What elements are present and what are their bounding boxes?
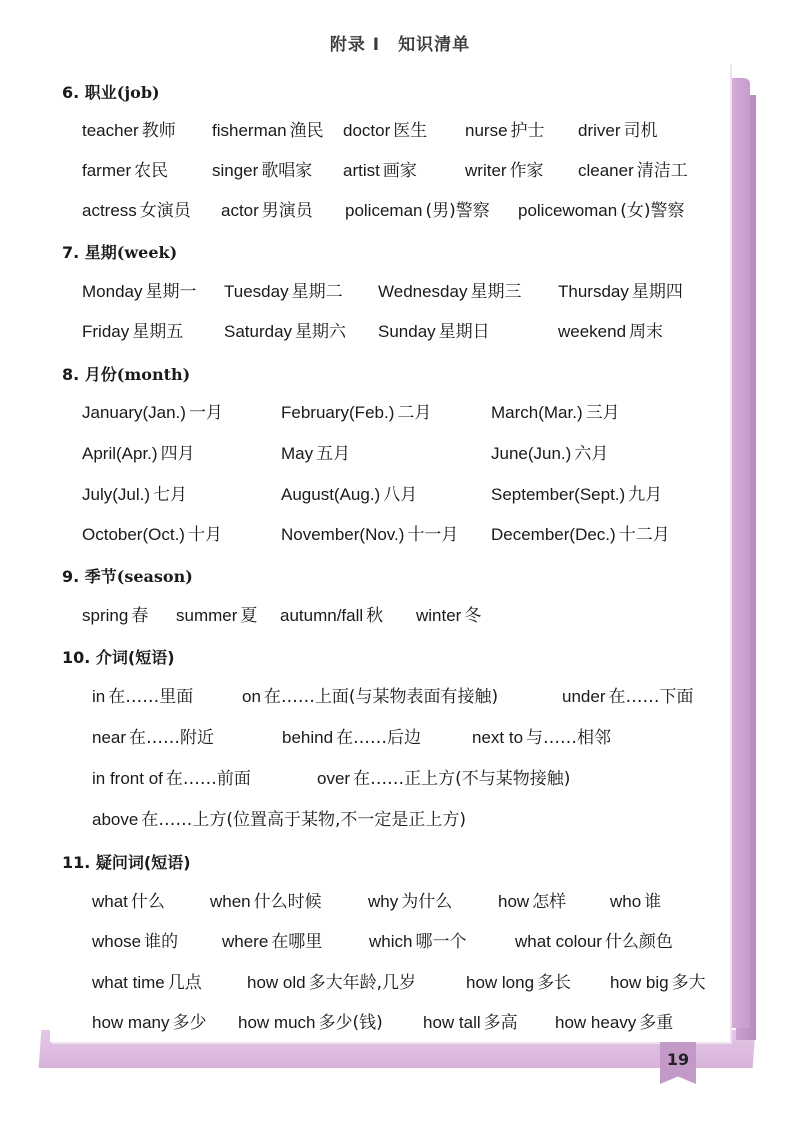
vocab-item	[465, 158, 544, 184]
vocab-item	[558, 279, 683, 305]
vocab-item	[176, 603, 257, 629]
vocab-item	[82, 319, 183, 345]
vocab-item	[369, 929, 466, 955]
vocab-chinese: 周末	[629, 322, 664, 342]
section-title-zh: 季节	[84, 567, 117, 586]
vocab-english: how big	[610, 973, 669, 992]
vocab-chinese: 在……前面	[165, 769, 251, 789]
vocab-chinese: 谁的	[144, 932, 179, 952]
vocab-chinese: 多少	[172, 1013, 207, 1033]
vocab-english: how long	[466, 973, 535, 992]
vocab-chinese: 农民	[134, 161, 169, 181]
vocab-item	[518, 198, 685, 224]
vocab-item	[578, 158, 688, 184]
vocab-chinese: 春	[131, 606, 149, 626]
section-title-prep	[62, 645, 175, 668]
vocab-item	[378, 319, 490, 345]
vocab-chinese: 司机	[623, 121, 658, 141]
vocab-english: Wednesday	[378, 282, 468, 301]
vocab-chinese: 三月	[585, 403, 620, 423]
vocab-english: May	[281, 444, 314, 463]
vocab-english: on	[242, 687, 261, 706]
vocab-english: what	[92, 892, 128, 911]
vocab-chinese: 二月	[397, 403, 432, 423]
vocab-chinese: 星期二	[291, 282, 343, 302]
vocab-item	[281, 400, 431, 426]
vocab-item	[82, 400, 223, 426]
vocab-english: Saturday	[224, 322, 293, 341]
vocab-chinese: 谁	[644, 892, 662, 912]
vocab-chinese: 在……上面(与某物表面有接触)	[263, 687, 499, 707]
vocab-english: Friday	[82, 322, 130, 341]
vocab-chinese: 夏	[240, 606, 258, 626]
section-title-week	[62, 240, 177, 263]
vocab-chinese: 多大	[671, 973, 706, 993]
header-appendix: 附录 I	[329, 35, 381, 55]
vocab-english: November(Nov.)	[281, 525, 405, 544]
vocab-english: September(Sept.)	[491, 485, 626, 504]
vocab-item	[555, 1010, 673, 1036]
vocab-item	[368, 889, 452, 915]
vocab-english: Tuesday	[224, 282, 289, 301]
vocab-english: Sunday	[378, 322, 436, 341]
vocab-item	[610, 970, 706, 996]
vocab-english: how heavy	[555, 1013, 637, 1032]
vocab-english: how old	[247, 973, 306, 992]
vocab-chinese: 歌唱家	[261, 161, 313, 181]
vocab-english: January(Jan.)	[82, 403, 186, 422]
section-number: 10.	[62, 648, 96, 667]
vocab-chinese: 与……相邻	[526, 728, 612, 748]
vocab-english: why	[368, 892, 399, 911]
vocab-english: how tall	[423, 1013, 481, 1032]
vocab-english: weekend	[558, 322, 627, 341]
vocab-item	[343, 158, 417, 184]
vocab-english: April(Apr.)	[82, 444, 158, 463]
vocab-english: July(Jul.)	[82, 485, 151, 504]
vocab-english: policeman	[345, 201, 423, 220]
vocab-chinese: 星期五	[132, 322, 184, 342]
vocab-english: writer	[465, 161, 507, 180]
vocab-english: driver	[578, 121, 621, 140]
vocab-chinese: 四月	[160, 444, 195, 464]
vocab-chinese: 渔民	[289, 121, 324, 141]
vocab-english: fisherman	[212, 121, 287, 140]
vocab-item	[578, 118, 658, 144]
vocab-item	[92, 807, 466, 833]
vocab-item	[280, 603, 383, 629]
vocab-item	[224, 279, 343, 305]
vocab-english: in	[92, 687, 106, 706]
vocab-english: actress	[82, 201, 137, 220]
vocab-chinese: 画家	[382, 161, 417, 181]
vocab-item	[92, 929, 178, 955]
section-title-en: (job)	[116, 83, 160, 102]
section-title-zh: 星期	[84, 243, 117, 262]
vocab-item	[221, 198, 313, 224]
vocab-chinese: (男)警察	[425, 201, 490, 221]
vocab-chinese: 星期一	[145, 282, 197, 302]
vocab-chinese: 十二月	[618, 525, 670, 545]
vocab-item	[82, 441, 195, 467]
vocab-chinese: 教师	[141, 121, 176, 141]
vocab-chinese: 为什么	[401, 892, 453, 912]
vocab-chinese: 清洁工	[636, 161, 688, 181]
vocab-chinese: 多大年龄,几岁	[308, 973, 417, 993]
section-number: 6.	[62, 83, 85, 102]
vocab-item	[82, 118, 176, 144]
vocab-item	[82, 522, 222, 548]
vocab-item	[317, 766, 570, 792]
vocab-english: teacher	[82, 121, 139, 140]
vocab-item	[281, 441, 350, 467]
vocab-chinese: 男演员	[261, 201, 313, 221]
vocab-chinese: 怎样	[532, 892, 567, 912]
vocab-english: February(Feb.)	[281, 403, 395, 422]
vocab-chinese: 女演员	[139, 201, 191, 221]
vocab-english: singer	[212, 161, 259, 180]
vocab-chinese: (女)警察	[620, 201, 685, 221]
vocab-item	[92, 889, 165, 915]
vocab-chinese: 十一月	[407, 525, 459, 545]
vocab-chinese: 在……正上方(不与某物接触)	[353, 769, 571, 789]
vocab-chinese: 八月	[383, 485, 418, 505]
vocab-item	[472, 725, 611, 751]
vocab-chinese: 在……里面	[108, 687, 194, 707]
vocab-english: in front of	[92, 769, 163, 788]
vocab-item	[610, 889, 661, 915]
vocab-item	[82, 482, 187, 508]
vocab-item	[82, 198, 191, 224]
vocab-item	[210, 889, 322, 915]
vocab-english: spring	[82, 606, 129, 625]
vocab-item	[242, 684, 498, 710]
vocab-chinese: 多少(钱)	[318, 1013, 383, 1033]
vocab-chinese: 在……上方(位置高于某物,不一定是正上方)	[141, 810, 466, 830]
vocab-item	[498, 889, 566, 915]
vocab-item	[423, 1010, 518, 1036]
section-number: 11.	[62, 853, 96, 872]
vocab-chinese: 作家	[509, 161, 544, 181]
section-title-zh: 职业	[84, 83, 117, 102]
vocab-item	[92, 684, 193, 710]
section-title-en: (month)	[116, 365, 191, 384]
vocab-english: Thursday	[558, 282, 629, 301]
vocab-chinese: 星期四	[631, 282, 683, 302]
vocab-english: autumn/fall	[280, 606, 364, 625]
vocab-chinese: 在……下面	[608, 687, 694, 707]
vocab-item	[491, 522, 670, 548]
vocab-item	[247, 970, 416, 996]
vocab-chinese: 什么时候	[253, 892, 322, 912]
vocab-english: how much	[238, 1013, 316, 1032]
section-title-month	[62, 362, 190, 385]
section-number: 7.	[62, 243, 85, 262]
section-title-season	[62, 564, 193, 587]
vocab-english: how	[498, 892, 530, 911]
vocab-english: December(Dec.)	[491, 525, 616, 544]
vocab-english: nurse	[465, 121, 508, 140]
vocab-chinese: 在……后边	[336, 728, 422, 748]
vocab-item	[343, 118, 427, 144]
section-title-en: (season)	[116, 567, 193, 586]
vocab-chinese: 星期三	[470, 282, 522, 302]
vocab-chinese: 十月	[187, 525, 222, 545]
vocab-chinese: 多重	[639, 1013, 674, 1033]
vocab-item	[491, 482, 662, 508]
vocab-chinese: 七月	[153, 485, 188, 505]
vocab-english: what colour	[515, 932, 602, 951]
vocab-item	[82, 603, 148, 629]
vocab-item	[222, 929, 322, 955]
vocab-item	[282, 725, 421, 751]
vocab-item	[416, 603, 481, 629]
vocab-english: how many	[92, 1013, 170, 1032]
vocab-chinese: 什么	[130, 892, 165, 912]
vocab-item	[378, 279, 521, 305]
vocab-item	[212, 118, 324, 144]
vocab-english: which	[369, 932, 413, 951]
vocab-chinese: 多长	[537, 973, 572, 993]
vocab-english: next to	[472, 728, 524, 747]
vocab-item	[92, 970, 202, 996]
vocab-english: over	[317, 769, 351, 788]
section-number: 9.	[62, 567, 85, 586]
vocab-chinese: 多高	[483, 1013, 518, 1033]
vocab-chinese: 护士	[510, 121, 545, 141]
vocab-english: June(Jun.)	[491, 444, 572, 463]
vocab-item	[92, 1010, 206, 1036]
vocab-item	[92, 725, 214, 751]
header-title: 知识清单	[398, 35, 471, 55]
vocab-chinese: 星期六	[295, 322, 347, 342]
vocab-item	[92, 766, 251, 792]
vocab-chinese: 几点	[167, 973, 202, 993]
vocab-item	[515, 929, 673, 955]
vocab-chinese: 什么颜色	[604, 932, 673, 952]
page-header	[0, 30, 800, 55]
section-number: 8.	[62, 365, 85, 384]
vocab-english: Monday	[82, 282, 143, 301]
vocab-chinese: 五月	[316, 444, 351, 464]
vocab-item	[82, 158, 168, 184]
vocab-chinese: 六月	[574, 444, 609, 464]
vocab-item	[466, 970, 571, 996]
vocab-english: doctor	[343, 121, 391, 140]
vocab-english: actor	[221, 201, 259, 220]
section-title-zh: 介词(短语)	[95, 648, 175, 667]
vocab-item	[491, 441, 608, 467]
vocab-english: August(Aug.)	[281, 485, 381, 504]
vocab-english: near	[92, 728, 127, 747]
vocab-chinese: 星期日	[438, 322, 490, 342]
vocab-english: October(Oct.)	[82, 525, 185, 544]
vocab-english: whose	[92, 932, 142, 951]
section-title-zh: 疑问词(短语)	[95, 853, 191, 872]
vocab-english: behind	[282, 728, 334, 747]
vocab-item	[281, 482, 417, 508]
vocab-english: who	[610, 892, 642, 911]
vocab-english: summer	[176, 606, 238, 625]
vocab-english: what time	[92, 973, 165, 992]
section-title-en: (week)	[116, 243, 178, 262]
vocab-english: where	[222, 932, 269, 951]
vocab-item	[224, 319, 346, 345]
vocab-item	[558, 319, 663, 345]
section-title-zh: 月份	[84, 365, 117, 384]
vocab-item	[465, 118, 545, 144]
vocab-english: under	[562, 687, 606, 706]
vocab-chinese: 冬	[464, 606, 482, 626]
vocab-english: winter	[416, 606, 462, 625]
vocab-english: farmer	[82, 161, 132, 180]
vocab-item	[238, 1010, 383, 1036]
vocab-item	[345, 198, 490, 224]
vocab-chinese: 秋	[366, 606, 384, 626]
vocab-english: March(Mar.)	[491, 403, 583, 422]
vocab-chinese: 九月	[628, 485, 663, 505]
vocab-item	[212, 158, 312, 184]
vocab-item	[562, 684, 693, 710]
page-number: 19	[666, 1050, 690, 1069]
vocab-english: cleaner	[578, 161, 634, 180]
vocab-chinese: 哪一个	[415, 932, 467, 952]
section-title-question	[62, 850, 191, 873]
section-title-job	[62, 80, 160, 103]
vocab-english: above	[92, 810, 139, 829]
vocab-item	[82, 279, 196, 305]
vocab-english: artist	[343, 161, 380, 180]
vocab-english: when	[210, 892, 251, 911]
vocab-chinese: 在哪里	[271, 932, 323, 952]
vocab-english: policewoman	[518, 201, 618, 220]
vocab-chinese: 在……附近	[129, 728, 215, 748]
vocab-item	[491, 400, 620, 426]
vocab-item	[281, 522, 458, 548]
vocab-chinese: 医生	[393, 121, 428, 141]
vocab-chinese: 一月	[188, 403, 223, 423]
